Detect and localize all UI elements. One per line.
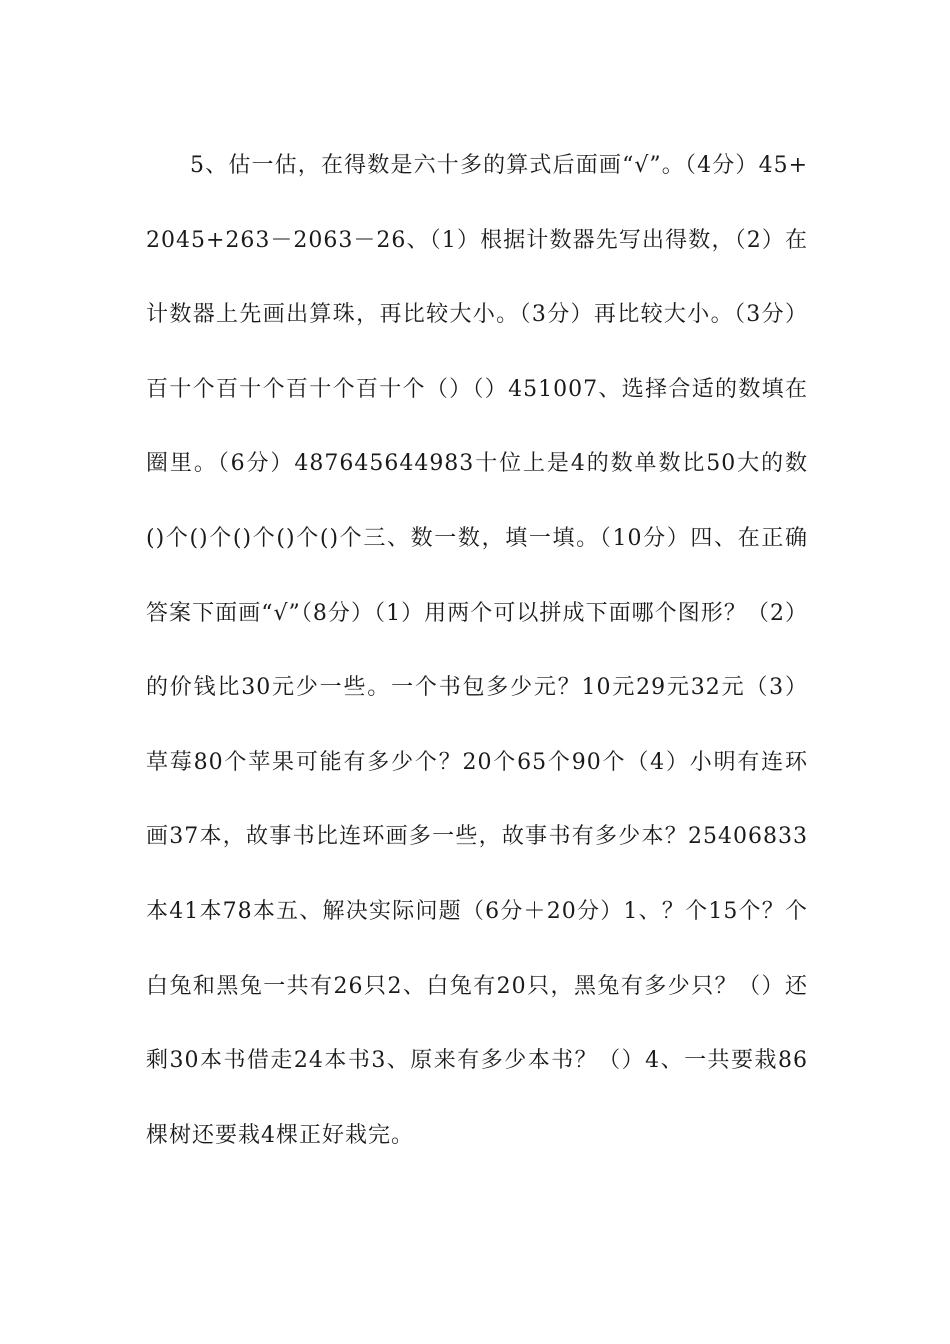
worksheet-paragraph: 5、估一估，在得数是六十多的算式后面画“√”。（4分）45+2045+263－2063－26、（1）根据计数器先写出得数，（2）在计数器上先画出算珠，再比较大小。（3分）再比较大小。（3分）百十个百十个百十个百十个（）（）451007、选择合适的数填在圈里。（6分）487645644983十位上是4的数单数比50大的数()个()个()个()个()个三、数一数，填一填。（10分）四、在正确答案下面画“√”（8分）（1）用两个可以拼成下面哪个图形？（2）的价钱比30元少一些。一个书包多少元？10元29元32元（3）草莓80个苹果可能有多少个？20个65个90个（4）小明有连环画37本，故事书比连环画多一些，故事书有多少本？25406833本41本78本五、解决实际问题（6分＋20分）1、？个15个？个白兔和黑兔一共有26只2、白兔有20只，黑兔有多少只？（）还剩30本书借走24本书3、原来有多少本书？（）4、一共要栽86棵树还要栽4棵正好栽完。	[146, 153, 808, 1148]
